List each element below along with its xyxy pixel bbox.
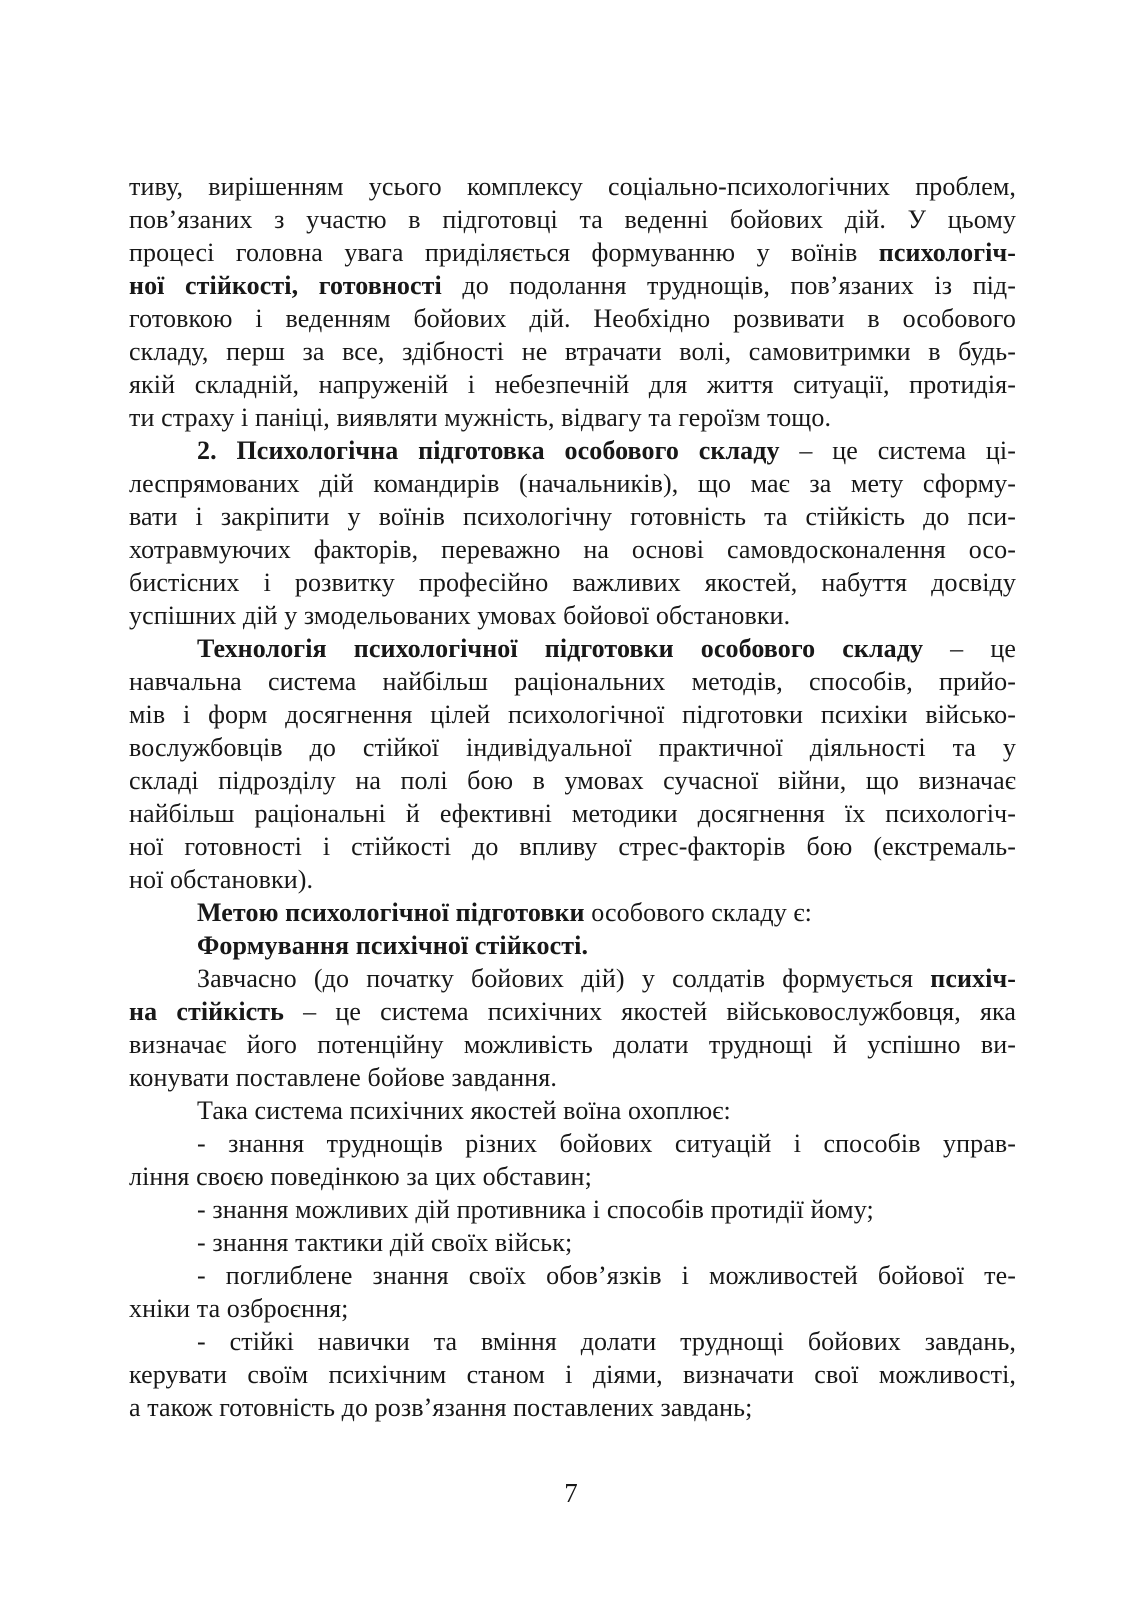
paragraph bbox=[129, 1226, 1016, 1259]
text-line bbox=[129, 1061, 1016, 1094]
text-line bbox=[129, 797, 1016, 830]
bold-text-segment: на стійкість bbox=[129, 997, 284, 1026]
text-segment: а також готовність до розв’язання поставлених завдань; bbox=[129, 1393, 753, 1422]
text-segment: хотравмуючих факторів, переважно на основі самовдосконалення осо- bbox=[129, 535, 1016, 564]
bold-text-segment: Формування психічної стійкості. bbox=[197, 931, 589, 960]
text-line bbox=[129, 1259, 1016, 1292]
text-line bbox=[129, 830, 1016, 863]
text-segment: конувати поставлене бойове завдання. bbox=[129, 1063, 557, 1092]
text-line bbox=[129, 1094, 1016, 1127]
text-segment: – це bbox=[923, 634, 1016, 663]
text-line bbox=[129, 401, 1016, 434]
text-segment: тиву, вирішенням усього комплексу соціально-психологічних проблем, bbox=[129, 172, 1016, 201]
text-line bbox=[129, 863, 1016, 896]
bold-text-segment: Технологія психологічної підготовки особового складу bbox=[197, 634, 924, 663]
text-segment: - стійкі навички та вміння долати труднощі бойових завдань, bbox=[197, 1327, 1016, 1356]
bold-text-segment: психіч- bbox=[930, 964, 1016, 993]
text-segment: ління своєю поведінкою за цих обставин; bbox=[129, 1162, 592, 1191]
text-segment: Завчасно (до початку бойових дій) у солдатів формується bbox=[197, 964, 931, 993]
text-line bbox=[129, 1127, 1016, 1160]
paragraph bbox=[129, 170, 1016, 434]
text-segment: хніки та озброєння; bbox=[129, 1294, 349, 1323]
text-segment: складу, перш за все, здібності не втрачати волі, самовитримки в будь- bbox=[129, 337, 1016, 366]
text-line bbox=[129, 335, 1016, 368]
text-segment: - поглиблене знання своїх обов’язків і можливостей бойової те- bbox=[197, 1261, 1016, 1290]
text-line bbox=[129, 599, 1016, 632]
text-segment: складі підрозділу на полі бою в умовах сучасної війни, що визначає bbox=[129, 766, 1016, 795]
text-line bbox=[129, 533, 1016, 566]
text-segment: найбільш раціональні й ефективні методики досягнення їх психологіч- bbox=[129, 799, 1016, 828]
text-segment: готовкою і веденням бойових дій. Необхідно розвивати в особового bbox=[129, 304, 1016, 333]
bold-text-segment: ної стійкості, готовності bbox=[129, 271, 442, 300]
bold-text-segment: 2. Психологічна підготовка особового складу bbox=[197, 436, 780, 465]
text-line bbox=[129, 236, 1016, 269]
text-line bbox=[129, 731, 1016, 764]
paragraph bbox=[129, 896, 1016, 929]
text-segment: ти страху і паніці, виявляти мужність, відвагу та героїзм тощо. bbox=[129, 403, 832, 432]
text-line bbox=[129, 698, 1016, 731]
paragraph bbox=[129, 632, 1016, 896]
text-segment: – це система психічних якостей військовослужбовця, яка bbox=[284, 997, 1016, 1026]
bold-text-segment: Метою психологічної підготовки bbox=[197, 898, 585, 927]
page-number: 7 bbox=[564, 1478, 578, 1508]
text-segment: пов’язаних з участю в підготовці та веденні бойових дій. У цьому bbox=[129, 205, 1016, 234]
paragraph bbox=[129, 1094, 1016, 1127]
text-segment: керувати своїм психічним станом і діями, визначати свої можливості, bbox=[129, 1360, 1016, 1389]
text-line bbox=[129, 467, 1016, 500]
paragraph bbox=[129, 1193, 1016, 1226]
paragraph bbox=[129, 1325, 1016, 1424]
text-segment: визначає його потенційну можливість долати труднощі й успішно ви- bbox=[129, 1030, 1016, 1059]
text-segment: - знання тактики дій своїх військ; bbox=[197, 1228, 573, 1257]
text-line bbox=[129, 929, 1016, 962]
paragraph bbox=[129, 1127, 1016, 1193]
text-segment: процесі головна увага приділяється формуванню у воїнів bbox=[129, 238, 879, 267]
text-segment: особового складу є: bbox=[584, 898, 812, 927]
paragraph bbox=[129, 434, 1016, 632]
text-block bbox=[129, 170, 1016, 1424]
text-line bbox=[129, 203, 1016, 236]
paragraph bbox=[129, 962, 1016, 1094]
text-segment: Така система психічних якостей воїна охоплює: bbox=[197, 1096, 731, 1125]
text-segment: бистісних і розвитку професійно важливих якостей, набуття досвіду bbox=[129, 568, 1016, 597]
text-segment: успішних дій у змодельованих умовах бойової обстановки. bbox=[129, 601, 791, 630]
text-line bbox=[129, 962, 1016, 995]
text-line bbox=[129, 302, 1016, 335]
text-segment: якій складній, напруженій і небезпечній для життя ситуації, протидія- bbox=[129, 370, 1016, 399]
paragraph bbox=[129, 1259, 1016, 1325]
text-segment: леспрямованих дій командирів (начальників), що має за мету сформу- bbox=[129, 469, 1016, 498]
text-line bbox=[129, 368, 1016, 401]
text-segment: - знання труднощів різних бойових ситуацій і способів управ- bbox=[197, 1129, 1016, 1158]
text-line bbox=[129, 1193, 1016, 1226]
text-line bbox=[129, 500, 1016, 533]
text-line bbox=[129, 1160, 1016, 1193]
text-line bbox=[129, 566, 1016, 599]
text-line bbox=[129, 665, 1016, 698]
text-segment: мів і форм досягнення цілей психологічної підготовки психіки військо- bbox=[129, 700, 1016, 729]
text-segment: навчальна система найбільш раціональних методів, способів, прийо- bbox=[129, 667, 1016, 696]
text-segment: ної обстановки). bbox=[129, 865, 314, 894]
text-line bbox=[129, 632, 1016, 665]
text-segment: вослужбовців до стійкої індивідуальної практичної діяльності та у bbox=[129, 733, 1016, 762]
text-line bbox=[129, 1226, 1016, 1259]
text-line bbox=[129, 764, 1016, 797]
text-line bbox=[129, 269, 1016, 302]
text-segment: ної готовності і стійкості до впливу стрес-факторів бою (екстремаль- bbox=[129, 832, 1016, 861]
text-line bbox=[129, 434, 1016, 467]
bold-text-segment: психологіч- bbox=[878, 238, 1016, 267]
text-line bbox=[129, 1292, 1016, 1325]
text-line bbox=[129, 995, 1016, 1028]
text-line bbox=[129, 1358, 1016, 1391]
text-line bbox=[129, 1325, 1016, 1358]
text-segment: – це система ці- bbox=[779, 436, 1016, 465]
text-line bbox=[129, 1028, 1016, 1061]
text-segment: до подолання труднощів, пов’язаних із під- bbox=[441, 271, 1016, 300]
text-line bbox=[129, 170, 1016, 203]
text-segment: - знання можливих дій противника і способів протидії йому; bbox=[197, 1195, 874, 1224]
text-segment: вати і закріпити у воїнів психологічну готовність та стійкість до пси- bbox=[129, 502, 1016, 531]
text-line bbox=[129, 1391, 1016, 1424]
text-line bbox=[129, 896, 1016, 929]
paragraph bbox=[129, 929, 1016, 962]
